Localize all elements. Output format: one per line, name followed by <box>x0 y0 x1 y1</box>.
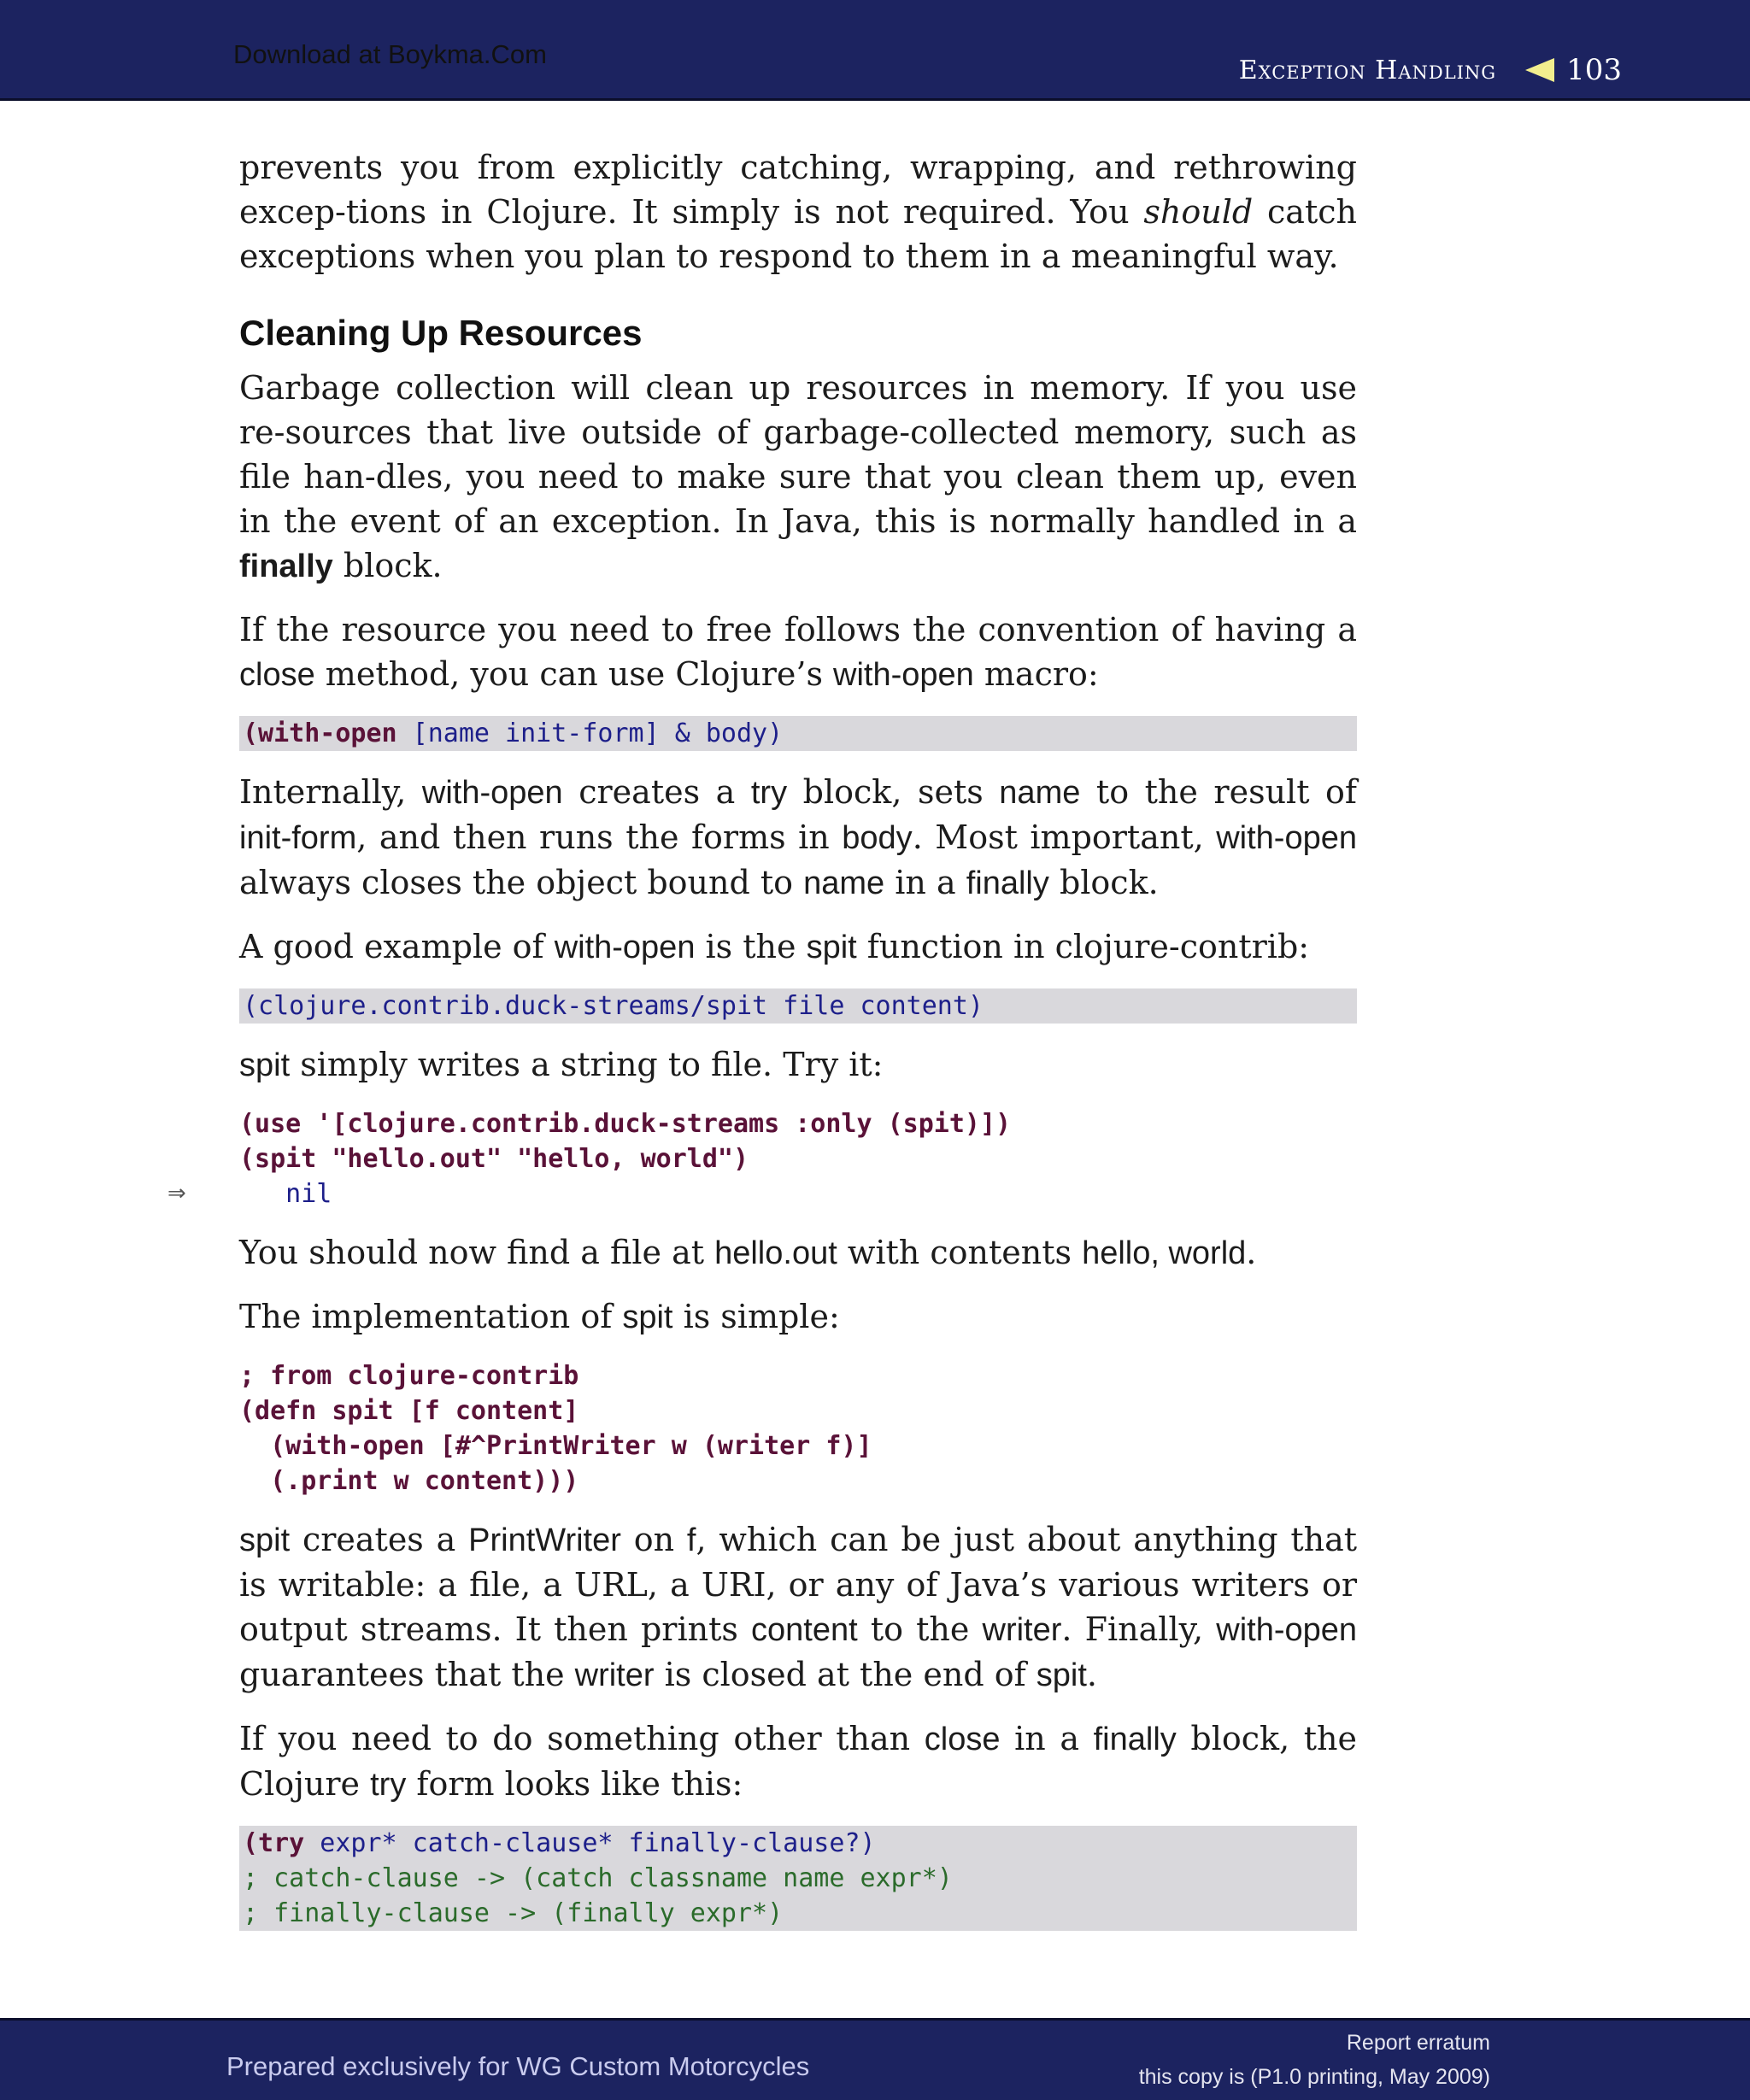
code-spit-call: (clojure.contrib.duck-streams/spit file content) <box>239 988 1357 1024</box>
watermark-text: Download at Boykma.Com <box>233 39 547 69</box>
paragraph-printwriter: spit creates a PrintWriter on f, which can be just about anything that is writable: a file, a URL, a URI, or any of Java’s various writers or output streams. It then prints content to the writer. Finally, with-open guarantees that the writer is closed at the end of spit. <box>239 1521 1358 1693</box>
running-title: Exception Handling <box>1238 55 1497 85</box>
code-comment-line: ; finally-clause -> (finally expr*) <box>243 1898 784 1928</box>
section-heading: Cleaning Up Resources <box>239 313 643 353</box>
code-line: (try expr* catch-clause* finally-clause?) <box>243 1828 876 1858</box>
code-line: (spit "hello.out" "hello, world") <box>239 1144 749 1174</box>
code-try-syntax <box>239 1826 1357 1931</box>
prepared-for-text: Prepared exclusively for WG Custom Motorcycles <box>226 2051 810 2081</box>
page-header <box>0 0 1750 101</box>
code-line: (.print w content))) <box>239 1466 579 1496</box>
page-footer <box>0 2018 1750 2100</box>
paragraph-try-form: If you need to do something other than close in a finally block, the Clojure try form looks like this: <box>239 1720 1358 1803</box>
code-result-line: ⇒ nil <box>239 1176 1357 1211</box>
paragraph-spit-example: A good example of with-open is the spit function in clojure-contrib: <box>239 928 1310 965</box>
paragraph-with-open-internals: Internally, with-open creates a try block, sets name to the result of init-form, and then runs the forms in body. Most important, with-open always closes the object bound to name in a finally block. <box>239 773 1357 901</box>
previous-page-arrow-icon[interactable] <box>1525 58 1554 82</box>
report-erratum-link[interactable]: Report erratum <box>1346 2031 1490 2055</box>
result-arrow-icon: ⇒ <box>167 1181 186 1206</box>
paragraph-hello-out: You should now find a file at hello.out with contents hello, world. <box>239 1234 1257 1271</box>
printing-info: this copy is (P1.0 printing, May 2009) <box>1138 2065 1490 2089</box>
code-line: (use '[clojure.contrib.duck-streams :only (spit)]) <box>239 1109 1012 1139</box>
page-number: 103 <box>1566 53 1622 87</box>
paragraph-close-method: If the resource you need to free follows the convention of having a close method, you can use Clojure’s with-open macro: <box>239 611 1357 693</box>
paragraph-spit-try: spit simply writes a string to file. Try it: <box>239 1046 884 1083</box>
page-body <box>167 145 1358 1950</box>
code-with-open-syntax: (with-open [name init-form] & body) <box>239 716 1357 751</box>
paragraph-garbage-collection: Garbage collection will clean up resources in memory. If you use re-sources that live outside of garbage-collected memory, such as file han-dles, you need to make sure that you clean them up, even in the event of an exception. In Java, this is normally handled in a finally block. <box>239 369 1357 584</box>
code-line: (defn spit [f content] <box>239 1396 579 1426</box>
code-spit-definition <box>239 1358 1357 1499</box>
code-spit-repl <box>167 1106 1357 1211</box>
code-comment-line: ; catch-clause -> (catch classname name expr*) <box>243 1863 953 1893</box>
paragraph-intro: prevents you from explicitly catching, wrapping, and rethrowing excep-tions in Clojure. It simply is not required. You should catch exceptions when you plan to respond to them in a meaningful way. <box>239 149 1357 275</box>
code-line: ; from clojure-contrib <box>239 1361 579 1391</box>
paragraph-implementation: The implementation of spit is simple: <box>239 1298 840 1335</box>
code-line: (with-open [#^PrintWriter w (writer f)] <box>239 1431 872 1461</box>
running-head <box>1239 53 1622 87</box>
